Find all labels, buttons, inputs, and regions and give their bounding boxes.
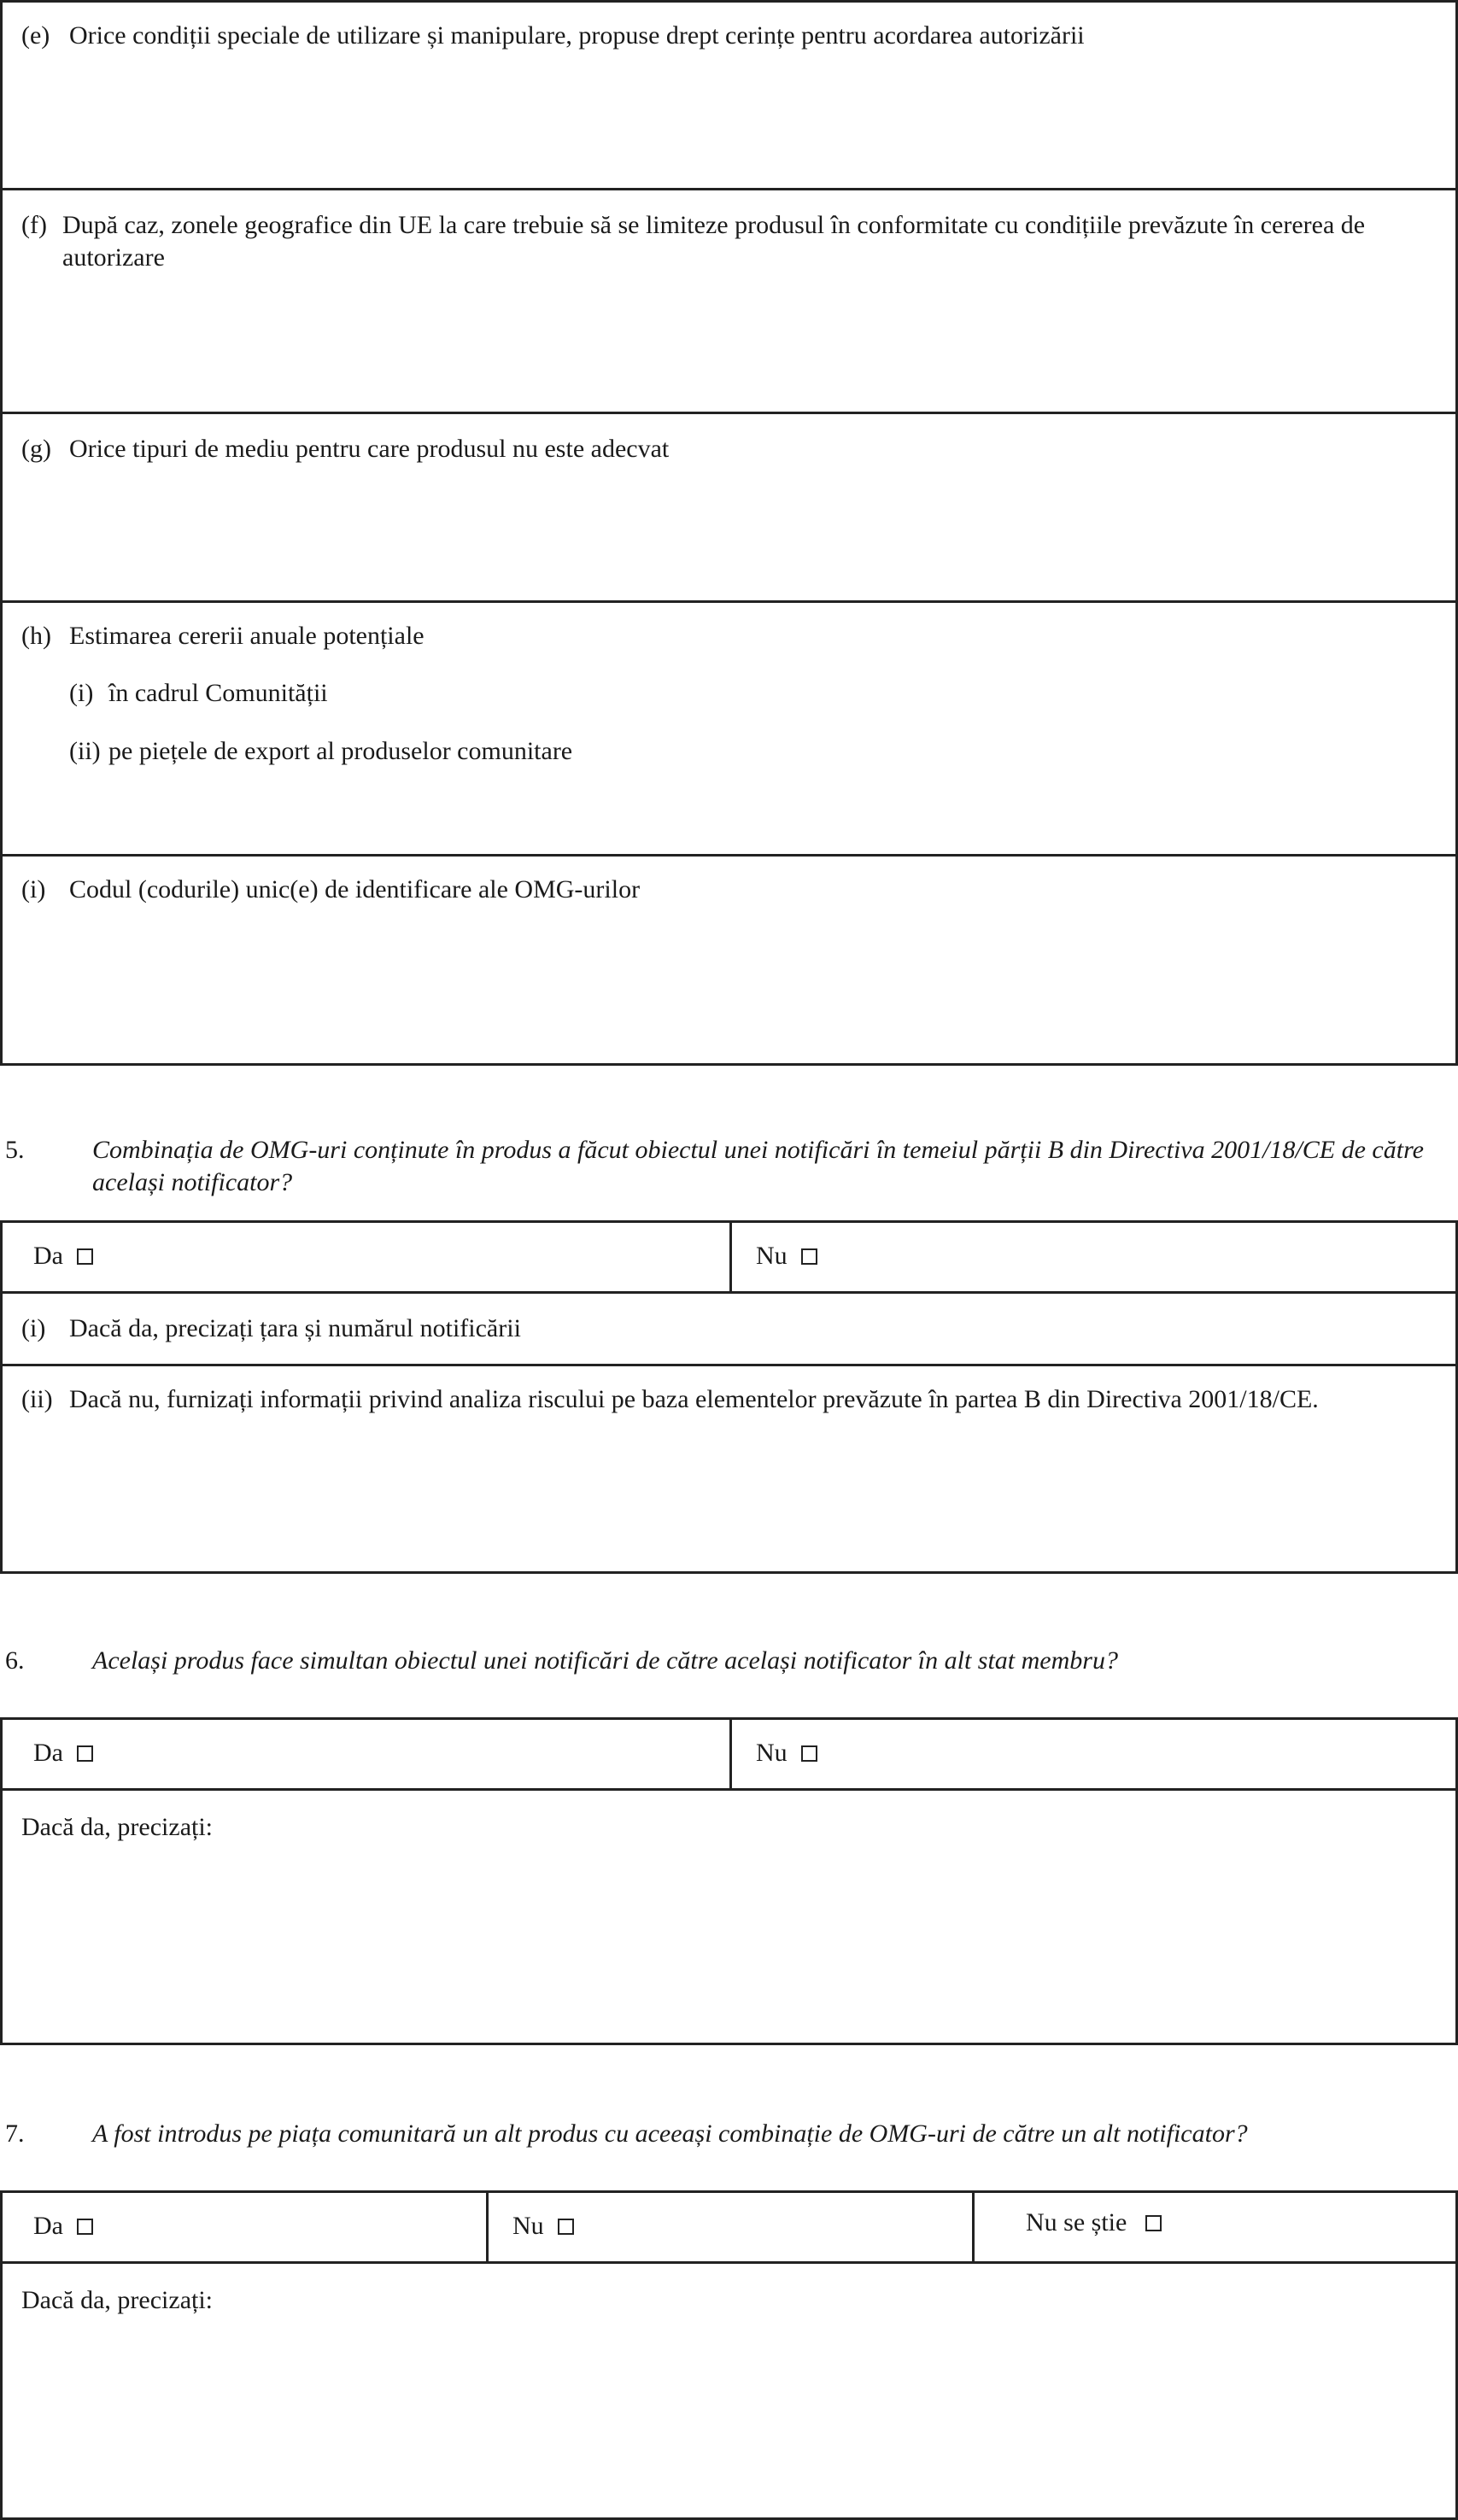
row-f-text: După caz, zonele geografice din UE la care trebuie să se limiteze produsul în conformitate cu condițiile prevăzute în cererea de autorizare bbox=[62, 211, 1366, 272]
q5-no-checkbox[interactable] bbox=[801, 1248, 817, 1265]
q6-detail-text: Dacă da, precizați: bbox=[21, 1813, 214, 1841]
row-i[interactable] bbox=[3, 857, 1455, 1063]
q7-yes-cell[interactable] bbox=[3, 2193, 489, 2261]
q7-question: A fost introdus pe piața comunitară un alt produs cu aceeași combinație de OMG-uri de către un alt notificator? bbox=[92, 2119, 1248, 2148]
q7-no-cell[interactable] bbox=[489, 2193, 975, 2261]
q7-detail-row[interactable] bbox=[3, 2264, 1455, 2520]
q5-row-ii-label: (ii) bbox=[21, 1385, 53, 1413]
q7-no-option[interactable] bbox=[512, 2210, 574, 2242]
q6-yes-cell[interactable] bbox=[3, 1720, 732, 1788]
q7-table bbox=[0, 2190, 1458, 2520]
row-h[interactable] bbox=[3, 603, 1455, 857]
q5-answer-row bbox=[3, 1223, 1455, 1294]
q7-yes-label: Da bbox=[33, 2212, 63, 2240]
row-f[interactable] bbox=[3, 190, 1455, 414]
q5-no-cell[interactable] bbox=[732, 1223, 1455, 1291]
q6-no-cell[interactable] bbox=[732, 1720, 1455, 1788]
q6-number: 6. bbox=[5, 1646, 25, 1675]
q5-number: 5. bbox=[5, 1136, 25, 1164]
q6-table bbox=[0, 1717, 1458, 2045]
q5-yes-option[interactable] bbox=[33, 1240, 93, 1272]
row-h-sub-i-text: în cadrul Comunității bbox=[108, 679, 328, 707]
q7-yes-option[interactable] bbox=[33, 2210, 93, 2242]
row-e-text: Orice condiții speciale de utilizare și manipulare, propuse drept cerințe pentru acordarea autorizării bbox=[69, 21, 1085, 50]
q5-row-ii-text: Dacă nu, furnizați informații privind analiza riscului pe baza elementelor prevăzute în partea B din Directiva 2001/18/CE. bbox=[69, 1385, 1319, 1413]
q5-table bbox=[0, 1220, 1458, 1574]
q7-unknown-label: Nu se știe bbox=[1026, 2208, 1127, 2236]
row-h-text: Estimarea cererii anuale potențiale bbox=[69, 622, 425, 650]
row-g-label: (g) bbox=[21, 435, 51, 463]
q7-unknown-option[interactable] bbox=[1026, 2207, 1162, 2239]
q5-row-i[interactable] bbox=[3, 1294, 1455, 1366]
q7-no-checkbox[interactable] bbox=[558, 2219, 574, 2235]
row-g-text: Orice tipuri de mediu pentru care produsul nu este adecvat bbox=[69, 435, 670, 463]
q5-no-option[interactable] bbox=[756, 1240, 817, 1272]
q7-answer-row bbox=[3, 2193, 1455, 2264]
q5-yes-label: Da bbox=[33, 1242, 63, 1270]
row-f-label: (f) bbox=[21, 211, 47, 239]
section4-table bbox=[0, 0, 1458, 1066]
q6-no-option[interactable] bbox=[756, 1737, 817, 1769]
row-i-label: (i) bbox=[21, 875, 46, 903]
q6-answer-row bbox=[3, 1720, 1455, 1791]
q6-yes-label: Da bbox=[33, 1739, 63, 1767]
q7-unknown-checkbox[interactable] bbox=[1145, 2215, 1162, 2231]
q7-number: 7. bbox=[5, 2119, 25, 2148]
row-h-sub-i-label: (i) bbox=[69, 679, 94, 707]
q5-no-label: Nu bbox=[756, 1242, 788, 1270]
q7-no-label: Nu bbox=[512, 2212, 544, 2240]
q7-unknown-cell[interactable] bbox=[975, 2193, 1455, 2261]
q7-yes-checkbox[interactable] bbox=[77, 2219, 93, 2235]
q6-yes-checkbox[interactable] bbox=[77, 1745, 93, 1762]
q6-yes-option[interactable] bbox=[33, 1737, 93, 1769]
q7-detail-text: Dacă da, precizați: bbox=[21, 2286, 214, 2314]
row-h-sub-ii-text: pe piețele de export al produselor comunitare bbox=[108, 737, 573, 765]
row-e-label: (e) bbox=[21, 21, 50, 50]
q6-question: Același produs face simultan obiectul unei notificări de către același notificator în alt stat membru? bbox=[92, 1646, 1118, 1675]
q5-yes-checkbox[interactable] bbox=[77, 1248, 93, 1265]
q5-row-i-text: Dacă da, precizați țara și numărul notificării bbox=[69, 1314, 521, 1342]
q6-no-label: Nu bbox=[756, 1739, 788, 1767]
row-h-label: (h) bbox=[21, 622, 51, 650]
row-e[interactable] bbox=[3, 3, 1455, 190]
row-i-text: Codul (codurile) unic(e) de identificare ale OMG-urilor bbox=[69, 875, 641, 903]
q6-no-checkbox[interactable] bbox=[801, 1745, 817, 1762]
q5-yes-cell[interactable] bbox=[3, 1223, 732, 1291]
q5-row-i-label: (i) bbox=[21, 1314, 46, 1342]
row-g[interactable] bbox=[3, 414, 1455, 603]
q5-question: Combinația de OMG-uri conținute în produs a făcut obiectul unei notificări în temeiul părții B din Directiva 2001/18/CE de către același notificator? bbox=[92, 1136, 1424, 1196]
q5-row-ii[interactable] bbox=[3, 1366, 1455, 1571]
row-h-sub-ii-label: (ii) bbox=[69, 737, 101, 765]
q6-detail-row[interactable] bbox=[3, 1791, 1455, 2043]
